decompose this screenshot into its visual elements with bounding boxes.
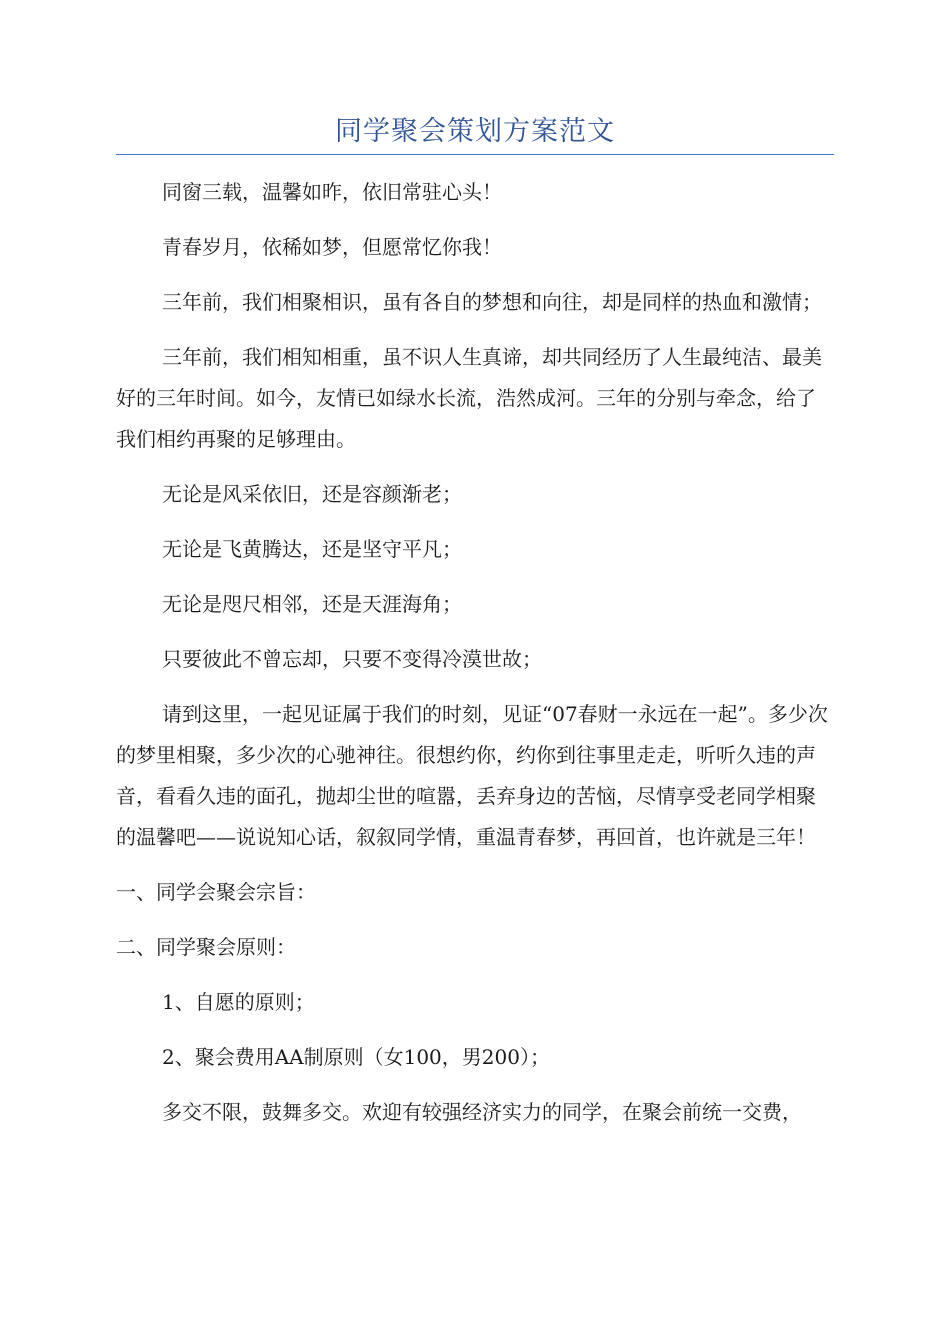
paragraph-8: 只要彼此不曾忘却，只要不变得冷漠世故；	[162, 647, 542, 671]
paragraph-2: 青春岁月，依稀如梦，但愿常忆你我！	[162, 235, 502, 259]
document-title: 同学聚会策划方案范文	[335, 116, 615, 147]
list-item-1: 1、自愿的原则；	[162, 990, 315, 1014]
paragraph-4: 三年前，我们相知相重，虽不识人生真谛，却共同经历了人生最纯洁、最美好的三年时间。如今，友情已如绿水长流，浩然成河。三年的分别与牵念，给了我们相约再聚的足够理由。	[116, 345, 822, 451]
document-body	[116, 172, 834, 1133]
section-heading-1: 一、同学会聚会宗旨：	[116, 880, 316, 904]
paragraph-1: 同窗三载，温馨如昨，依旧常驻心头！	[162, 180, 502, 204]
paragraph-7: 无论是咫尺相邻，还是天涯海角；	[162, 592, 462, 616]
paragraph-6: 无论是飞黄腾达，还是坚守平凡；	[162, 537, 462, 561]
list-item-2: 2、聚会费用AA制原则（女100，男200）；	[162, 1045, 550, 1069]
paragraph-5: 无论是风采依旧，还是容颜渐老；	[162, 482, 462, 506]
title-underline	[116, 154, 834, 155]
paragraph-3: 三年前，我们相聚相识，虽有各自的梦想和向往，却是同样的热血和激情；	[162, 290, 822, 314]
paragraph-9: 请到这里，一起见证属于我们的时刻，见证“07春财一永远在一起”。多少次的梦里相聚，多少次的心驰神往。很想约你，约你到往事里走走，听听久违的声音，看看久违的面孔，抛却尘世的喧嚣，丢弃身边的苦恼，尽情享受老同学相聚的温馨吧——说说知心话，叙叙同学情，重温青春梦，再回首，也许就是三年！	[116, 702, 828, 849]
paragraph-10: 多交不限，鼓舞多交。欢迎有较强经济实力的同学，在聚会前统一交费，	[162, 1100, 802, 1124]
section-heading-2: 二、同学聚会原则：	[116, 935, 296, 959]
